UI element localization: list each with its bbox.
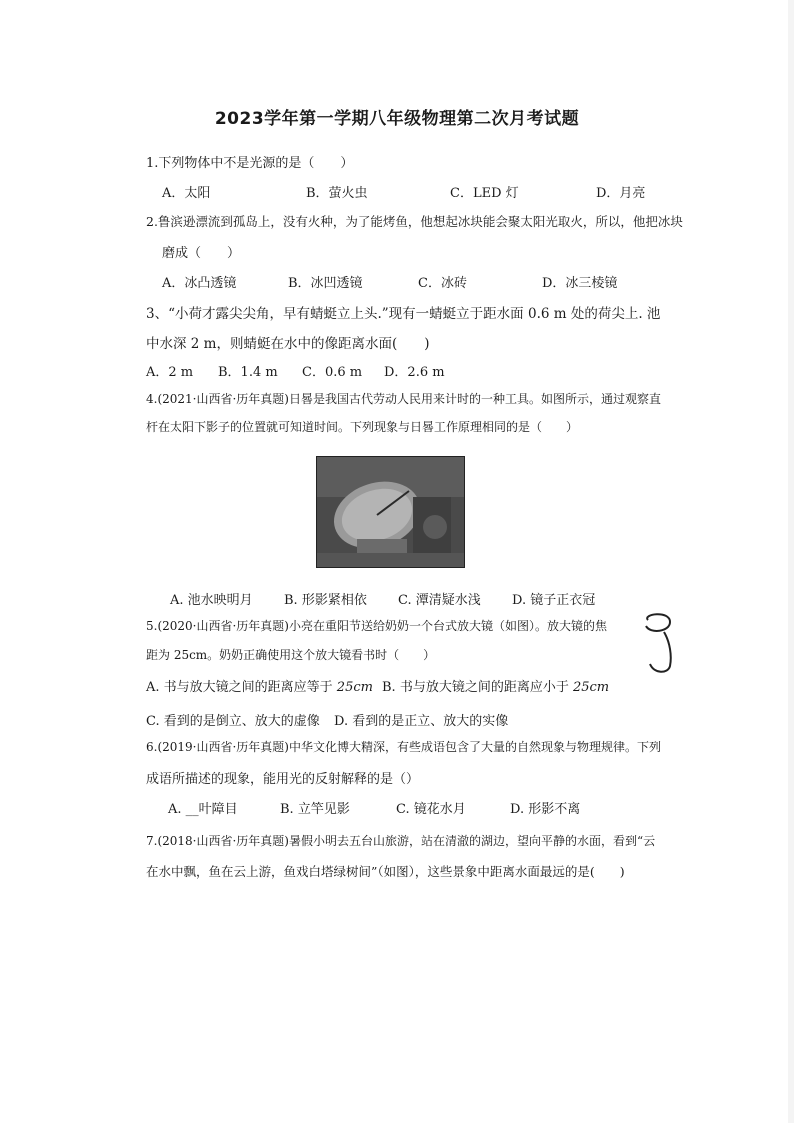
q2-option-b: B．冰凹透镜 [288, 276, 363, 291]
q5-option-b-handwritten: 25cm [572, 680, 610, 695]
q6-option-c: C. 镜花水月 [396, 802, 466, 817]
q2-option-d: D．冰三棱镜 [542, 276, 618, 291]
q6-option-d: D. 形影不离 [510, 802, 581, 817]
q6-option-a: A. __叶障目 [168, 802, 238, 817]
q2-stem-line1: 2.鲁滨逊漂流到孤岛上，没有火种，为了能烤鱼，他想起冰块能会聚太阳光取火，所以，他把冰块 [146, 214, 683, 229]
q1-stem: 1.下列物体中不是光源的是（ ） [146, 156, 354, 171]
sundial-photo [316, 456, 465, 568]
q5-stem-line2: 距为 25cm。奶奶正确使用这个放大镜看书时（ ） [146, 648, 436, 662]
q3-stem-line2: 中水深 2 m，则蜻蜓在水中的像距离水面( ) [146, 336, 430, 352]
q4-option-d: D. 镜子正衣冠 [512, 593, 596, 608]
q1-option-b: B．萤火虫 [306, 186, 368, 201]
scan-edge [788, 0, 794, 1123]
q4-option-c: C. 潭清疑水浅 [398, 593, 481, 608]
q1-option-c: C．LED 灯 [450, 186, 519, 201]
q5-option-a-handwritten: 25cm [336, 680, 373, 695]
q1-option-d: D．月亮 [596, 186, 646, 201]
q5-stem-line1: 5.(2020·山西省·历年真题)小亮在重阳节送给奶奶一个台式放大镜（如图）。放大镜的焦 [146, 619, 607, 633]
q7-stem-line1: 7.(2018·山西省·历年真题)暑假小明去五台山旅游，站在清澈的湖边，望向平静的水面，看到“云 [146, 834, 656, 848]
q2-option-a: A．冰凸透镜 [162, 276, 237, 291]
q6-stem-line2: 成语所描述的现象，能用光的反射解释的是（） [146, 772, 420, 787]
q7-stem-line2: 在水中飘，鱼在云上游，鱼戏白塔绿树间”（如图），这些景象中距离水面最远的是( ) [146, 864, 625, 879]
q6-option-b: B. 立竿见影 [280, 802, 350, 817]
q5-option-b-text: B. 书与放大镜之间的距离应小于 [382, 680, 569, 695]
q5-option-a [146, 676, 373, 695]
q5-option-c: C. 看到的是倒立、放大的虚像 [146, 714, 320, 729]
q5-option-b [382, 676, 609, 695]
q4-option-b: B. 形影紧相依 [284, 593, 367, 608]
q5-option-a-text: A. 书与放大镜之间的距离应等于 [146, 680, 333, 695]
q3-stem-line1: 3、“小荷才露尖尖角，早有蜻蜓立上头.”现有一蜻蜓立于距水面 0.6 m 处的荷尖上. 池 [146, 306, 661, 322]
q4-option-a: A. 池水映明月 [170, 593, 253, 608]
q4-stem-line2: 杆在太阳下影子的位置就可知道时间。下列现象与日晷工作原理相同的是（ ） [146, 420, 579, 434]
q2-stem-line2: 磨成（ ） [162, 246, 241, 261]
q3-option-a: A．2 m [146, 365, 194, 380]
handwritten-scribble [640, 612, 684, 676]
q3-option-d: D．2.6 m [384, 365, 445, 380]
q2-option-c: C．冰砖 [418, 276, 467, 291]
q6-stem-line1: 6.(2019·山西省·历年真题)中华文化博大精深，有些成语包含了大量的自然现象与物理规律。下列 [146, 740, 661, 754]
q4-stem-line1: 4.(2021·山西省·历年真题)日晷是我国古代劳动人民用来计时的一种工具。如图所示，通过观察直 [146, 392, 661, 406]
q3-option-b: B．1.4 m [218, 365, 278, 380]
exam-title: 2023学年第一学期八年级物理第二次月考试题 [214, 109, 580, 129]
q3-option-c: C．0.6 m [302, 365, 363, 380]
q1-option-a: A．太阳 [162, 186, 211, 201]
q5-option-d: D. 看到的是正立、放大的实像 [334, 714, 509, 729]
